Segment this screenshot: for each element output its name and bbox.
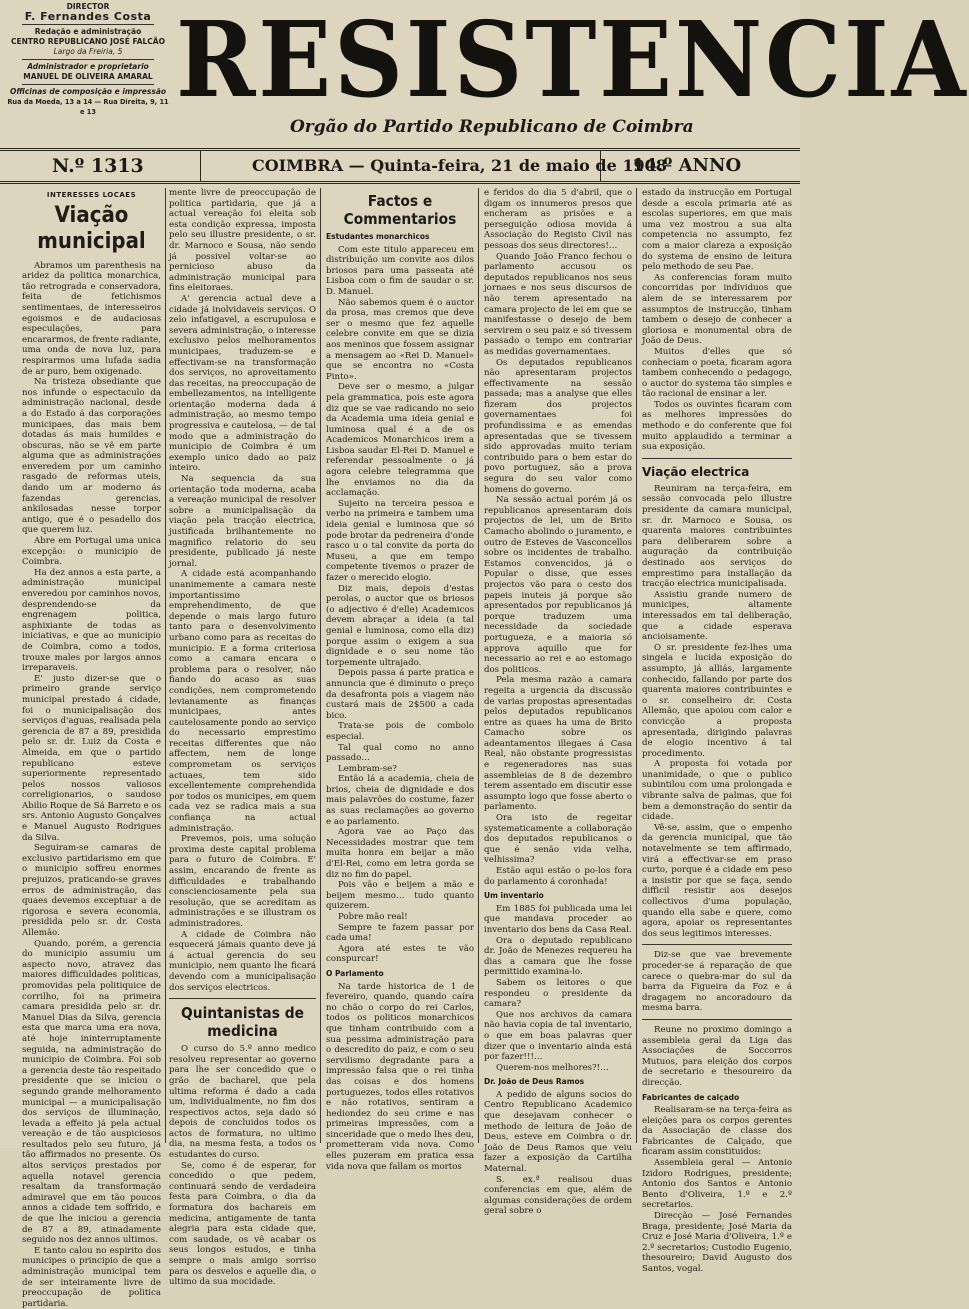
article-paragraph: A proposta foi votada por unanimidade, o que o publico subintilou com uma prolongada e vibrante salva de palmas, que foi bem a demonstração do sentir da cidade. — [642, 759, 792, 823]
article-paragraph: estado da instrucção em Portugal desde a escola primaria até as escolas superiores, em que mais uma vez mostrou a sua alta competencia no assumpto, fez com a maior clareza a exposição do systema de ensino de leitura pelo methodo de seu Pae. — [642, 188, 792, 273]
article-paragraph: Na sessão actual porém já os republicanos apresentaram dois projectos de lei, um de Brito Camacho abolindo o juramento, e outro de Esteves de Vasconcellos sobre os incidentes de trabalho. Estamos convencidos, já o Popular o disse, que esses projectos vão para o cesto dos papeis inuteis já porque são apresentados por republicanos já porque traduzem uma necessidade da sociedade portugueza, e a maioria só approva aquillo que for necessario ao rei e ao estomago dos politicos. — [484, 495, 632, 675]
article-paragraph: Na sequencia da sua orientação toda moderna, acaba a vereação municipal de resolver sobre a municipalisação da viação pela tracção electrica, justificada brilhantemente no magnifico relatorio do seu presidente, publicado já neste jornal. — [169, 474, 316, 569]
director-label: DIRECTOR — [66, 2, 110, 11]
director-name: F. Fernandes Costa — [24, 10, 152, 23]
article-paragraph: Tal qual como no anno passado… — [326, 742, 474, 764]
article-paragraph: Na tristeza obsediante que nos infunde o espectaculo da administração nacional, desde a do Estado á das corporações municipaes, das mais bem dotadas ás mais humildes e obscuras, não se vê em parte alguma que as administrações enveredem por um caminho rasgado de reformas uteis, dando um ar moderno ás fazendas gerencias, ankilosadas nesse torpor antigo, que é o pesadello dos que querem luz. — [22, 377, 161, 536]
article-paragraph: Ora o deputado republicano dr. João de Menezes requereu ha dias a camara que lhe fosse permittido examina-lo. — [484, 935, 632, 978]
article-paragraph: Prevemos, pois, uma solução proxima deste capital problema para o futuro de Coimbra. E' assim, encarando de frente as difficuldades e trabalhando conscienciosamente pela sua resolução, que se acreditam as administrações e se illustram os administradores. — [169, 834, 316, 929]
article-paragraph: As conferencias foram muito concorridas por individuos que alem de se interessarem por assumptos de instrucção, tinham tambem o desejo de conhecer a gloriosa e monumental obra de João de Deus. — [642, 272, 792, 347]
article-paragraph: Em 1885 foi publicada uma lei que mandava proceder ao inventario dos bens da Casa Real. — [484, 903, 632, 935]
section-divider — [642, 1019, 792, 1020]
column-5 — [642, 188, 792, 1274]
article-paragraph: Agora até estes te vão conspurcar! — [326, 943, 474, 965]
article-paragraph: Sempre te fazem passar por cada uma! — [326, 922, 474, 944]
article-paragraph: Não sabemos quem é o auctor da prosa, mas cremos que deve ser o mesmo que fez aquelle celebre convite em que se dizia aos meninos que fossem assignar a mensagem ao «Rei D. Manuel» que se encontra no «Costa Pinto». — [326, 297, 474, 382]
article-paragraph: Então lá a academia, cheia de brios, cheia de dignidade e dos mais palavrões do costume, fazer as suas reclamações ao governo e ao parlamento. — [326, 774, 474, 827]
article-paragraph: mente livre de preoccupação de politica partidaria, que já a actual vereação foi eleita sob esta condição expressa, imposta pelo seu illustre presidente, o sr. dr. Marnoco e Sousa, não sendo já possivel voltar-se ao pernicioso abuso da administração municipal para fins eleitoraes. — [169, 188, 316, 294]
newspaper-subtitle: Orgão do Partido Republicano de Coimbra — [290, 117, 694, 137]
article-headline: Quintanistas de medicina — [181, 1004, 304, 1041]
subheading: Estudantes monarchicos — [326, 232, 430, 241]
article-paragraph: Estão aqui estão o po-los fora do parlamento á coronhada! — [484, 866, 632, 887]
section-divider — [169, 998, 316, 999]
article-paragraph: Direcção — José Fernandes Braga, presidente; José Maria da Cruz e José Maria d'Oliveira, 1.º e 2.º secretarios; Custodio Eugenio, thesoureiro; David Augusto dos Santos, vogal. — [642, 1211, 792, 1274]
article-paragraph: Na tarde historica de 1 de fevereiro, quando, quando caíra no chão o corpo do rei Carlos, todos os politicos monarchicos que tinham contribuido com a sua pessima administração para o descredito do paiz, e com o seu servilismo degradante para a impressão falsa que o rei tinha das coisas e dos homens portuguezes, todos elles rotativos e não rotativos, sentiram a hediondez do seu crime e nas primeiras impressões, com a sinceridade que o medo lhes deu, prometteram vida nova. Como elles puzeram em pratica essa vida nova que fallam os mortos — [326, 981, 474, 1172]
article-paragraph: Trata-se pois de combolo especial. — [326, 721, 474, 742]
column-rule — [636, 188, 637, 1143]
info-divider — [22, 24, 154, 25]
info-divider — [22, 59, 154, 60]
article-paragraph: Quando João Franco fechou o parlamento accusou os deputados republicanos nos seus jornaes e nos seus discursos de não terem apresentado na camara projecto de lei em que se manifestasse o desejo de bem servirem o seu paiz e só tivessem passado o tempo em contrariar as medidas governamentaes. — [484, 251, 632, 357]
masthead-info-block — [4, 2, 172, 117]
article-paragraph: E tanto calou no espirito dos municipes o principio de que a administração municipal tem de ser inteiramente livre de preoccupação de politica partidaria. — [22, 1245, 161, 1309]
article-paragraph: Ora isto de regeitar systematicamente a collaboração dos deputados republicanos o que é senão vida velha, velhissima? — [484, 813, 632, 866]
center-name: CENTRO REPUBLICANO JOSÉ FALCÃO — [11, 37, 165, 46]
article-paragraph: Pois vão e beijem a mão e beijem mesmo… tudo quanto quizerem. — [326, 880, 474, 912]
issue-number: N.º 1313 — [52, 155, 144, 177]
article-paragraph: Lembram-se? — [338, 763, 397, 774]
article-paragraph: Assistiu grande numero de municipes, altamente interessados em tal deliberação, que a cidade esperava ancioisamente. — [642, 589, 792, 643]
article-paragraph: A' gerencia actual deve a cidade já inolvidaveis serviços. O zelo infatigavel, a escrupulosa e severa administração, o interesse exclusivo pelos melhoramentos municipaes, traduzem-se e effectivam-se na transformação dos serviços, no aproveitamento das receitas, na preoccupação de embellezamentos, na intelligente orientação moderna dada á administração, ao mesmo tempo progressiva e cautelosa, — de tal modo que a administração do municipio de Coimbra é um exemplo unico dado ao paiz inteiro. — [169, 293, 316, 474]
subheading: Fabricantes de calçado — [642, 1092, 740, 1102]
article-paragraph: Todos os ouvintes ficaram com as melhores impressões do methodo e do conferente que foi muito applaudido a terminar a sua exposição. — [642, 399, 792, 453]
article-paragraph: Reuniram na terça-feira, em sessão convocada pelo illustre presidente da camara municipal, sr. dr. Marnoco e Sousa, os quarenta maiores contribuintes para deliberarem sobre a auguração da contribuição destinado aos serviços do emprestimo para installação da tracção electrica municipalisada. — [642, 483, 792, 590]
subheading: Dr. João de Deus Ramos — [484, 1077, 585, 1087]
article-paragraph: Que nos archivos da camara não havia copia de tal inventario, o que em boas palavras quer dizer que o inventario ainda está por fazer!!!… — [484, 1009, 632, 1063]
article-paragraph: S. ex.ª realisou duas conferencias em que, além de algumas considerações de ordem geral sobre o — [484, 1174, 632, 1217]
article-paragraph: Ha dez annos a esta parte, a administração municipal enveredou por caminhos novos, desprendendo-se da engrenagem politica, asphixiante de todas as iniciativas, e que ao municipio de Coimbra, como a todos, trouxe males por largos annos irreparaveis. — [22, 567, 161, 674]
article-headline: Viação municipal — [37, 202, 146, 254]
article-paragraph: Agora vae ao Paço das Necessidades mostrar que tem muita honra em beijar a mão d'El-Rei, como em letra gorda se diz no fim do papel. — [326, 827, 474, 880]
column-rule — [320, 188, 321, 1143]
redaction-label: Redação e administração — [34, 27, 142, 36]
print-address: Rua da Moeda, 13 a 14 — Rua Direita, 9, 11 e 13 — [7, 98, 169, 116]
column-4 — [484, 188, 632, 1217]
article-paragraph: A cidade está acompanhando unanimemente a camara neste importantissimo emprehendimento, de que depende o mais largo futuro tanto para o desenvolvimento urbano como para as receitas do municipio. E a forma criteriosa como a camara encara o problema para o resolver, não fiando do acaso as suas condições, nem comprometendo levianamente as finanças municipaes, antes cautelosamente pondo ao serviço do necessario emprestimo receitas differentes que não affectem, nem de longe comprometam os serviços actuaes, tem sido excellentemente comprehendida por todos os municipes, em quem cada vez se radica mais a sua confiança na actual administração. — [169, 569, 316, 834]
article-paragraph: E' justo dizer-se que o primeiro grande serviço municipal prestado á cidade, foi o municipalisação dos serviços d'aguas, realisada pela gerencia de 87 a 89, presidida pelo sr. dr. Luiz da Costa e Almeida, em que o partido republicano esteve superiormente representado pelos nossos valiosos correligionarios, o saudoso Abilio Roque de Sá Barreto e os srs. Antonio Augusto Gonçalves e Manuel Augusto Rodrigues da Silva. — [22, 673, 161, 843]
section-divider — [642, 944, 792, 945]
section-label: INTERESSES LOCAES — [46, 191, 137, 199]
dateline-separator — [200, 151, 201, 181]
article-paragraph: Quando, porém, a gerencia do municipio assumiu um aspecto novo, atravez das maiores difficuldades politicas, promovidas pela politiquice de corrilho, foi na primeira camara presidida pelo sr. dr. Manuel Dias da Silva, gerencia esta que marca uma era nova, até hoje ininterruptamente seguida, na administração do municipio de Coimbra. Foi sob a gerencia deste tão respeitado presidente que se iniciou o segundo grande melhoramento municipal — a municipalisação dos serviços de illuminação, levada a effeito já pela actual vereação e de tão auspiciosos resultados pelo seu futuro, já tão affirmados no presente. Os altos serviços prestados por aquella notavel gerencia resaltam da transformação admiravel que em tão poucos annos a cidade tem soffrido, e de que lhe iniciou a gerencia de 87 a 89, atinadamente seguido nos dez annos ultimos. — [22, 938, 161, 1246]
article-paragraph: Sujeito na terceira pessoa e verbo na primeira e tambem uma ideia genial e luminosa que só pode brotar da pedreneira d'onde rasco u o tal convite da porta do Museu, a que em tempo competente tivemos o prazer de fazer o merecido elogio. — [326, 498, 474, 583]
issue-date: COIMBRA — Quinta-feira, 21 de maio de 1908 — [252, 156, 667, 175]
admin-name: MANUEL DE OLIVEIRA AMARAL — [23, 72, 153, 81]
article-paragraph: Pobre mão real! — [338, 912, 408, 922]
article-paragraph: Seguiram-se camaras de exclusivo partidarismo em que o municipio soffreu enormes prejuizos, praticando-se graves erros de administração, das quaes devemos exceptuar a de rigorosa e severa economia, presidida pelo sr. dr. Costa Allemão. — [22, 843, 161, 938]
article-paragraph: Abramos um parenthesis na aridez da politica monarchica, tão retrograda e conservadora, feita de fetichismos sentimentaes, de interesseiros egoismos e de audaciosas especulações, para encararmos, de frente radiante, uma onda de nova luz, para respirarmos uma lufada sadia de ar puro, bem oxigenado. — [22, 260, 162, 377]
article-paragraph: Assembleia geral — Antonio Izidoro Rodrigues, presidente; Antonio dos Santos e Antonio Bento d'Oliveira, 1.º e 2.º secretarios. — [642, 1158, 792, 1211]
column-3 — [326, 188, 474, 1172]
column-rule — [165, 188, 166, 1143]
article-paragraph: O sr. presidente fez-lhes uma singela e lucida exposição do assumpto, já alliás, largamente conhecido, fallando por parte dos quarenta maiores contribuintes e o sr. conselheiro dr. Costa Allemão, que apoiou com calor e convicção a proposta apresentada, dirigindo palavras de elogio incentivo á tal procedimento. — [642, 642, 792, 759]
article-paragraph: Com este titulo appareceu em distribuição um convite aos dilos briosos para uma passeata até Lisboa com o fim de saudar o sr. D. Manuel. — [326, 244, 474, 297]
article-paragraph: Querem-nos melhores?!… — [496, 1062, 609, 1073]
article-paragraph: e feridos do dia 5 d'abril, que o digam os innumeros presos que encheram as prisões e a perseguição odiosa movida á Associação do Registo Civil nas pessoas dos seus directores!… — [484, 188, 632, 251]
article-paragraph: Os deputados republicanos não apresentaram projectos effectivamente na sessão passada; mas a analyse que elles fizeram dos projectos governamentaes foi profundissima e as emendas apresentadas que se tivessem sido approvadas muito teriam contribuido para o bem estar do povo portuguez, são a prova segura do seu valor como homens do governo. — [484, 357, 632, 495]
article-paragraph: Pela mesma razão a camara regeita a urgencia da discussão de varias propostas apresentadas pelos deputados republicanos entre as quaes ha uma de Brito Camacho sobre os adeantamentos illegaes á Casa Real, não obstante progressistas e regeneradores nas suas assembleias de 8 de dezembro terem assentado em discutir esse assumpto logo que fosse aberto o parlamento. — [484, 675, 632, 813]
print-label: Officinas de composição e impressão — [9, 87, 167, 96]
article-paragraph: A pedido de alguns socios do Centro Republicano Academico que desejavam conhecer o methodo de leitura de João de Deus, esteve em Coimbra o dr. João de Deus Ramos que veiu fazer a exposição da Cartilha Maternal. — [484, 1089, 632, 1175]
article-paragraph: Depois passa á parte pratica e annuncia que é diminuto o preço da desafronta pois a viagem não custará mais de 2$500 a cada bico. — [326, 668, 474, 721]
column-rule — [478, 188, 479, 1143]
admin-label: Administrador e proprietario — [27, 62, 149, 71]
article-paragraph: Se, como é de esperar, for concedido o que pedem, continuará sendo de verdadeira festa para Coimbra, o dia da formatura dos bachareis em medicina, antigamente de tanta alegria para esta cidade que, com saudade, os vê acabar os seus longos estudos, e tinha sempre o mais amigo sorriso para os desvelos e aquelle dia, o ultimo da sua mocidade. — [169, 1160, 316, 1288]
masthead — [0, 0, 969, 150]
subheading: O Parlamento — [326, 968, 384, 978]
article-paragraph: O curso do 5.º anno medico resolveu representar ao governo para lhe ser concedido que o grão de bacharel, que pela ultima reforma é dado a cada um, individualmente, no fim dos respectivos actos, seja dado só depois de concluidos todos os actos de formatura, no ultimo dia, na mesma festa, a todos os estudantes do curso. — [169, 1044, 316, 1161]
dateline-separator — [600, 151, 601, 181]
article-paragraph: Abre em Portugal uma unica excepção: o municipio de Coimbra. — [22, 536, 161, 568]
article-paragraph: Diz mais, depois d'estas perolas, o auctor que os briosos (o adjectivo é d'elle) Academicos devem abraçar a ideia (a tal genial e luminosa, como ella diz) porque assim o exigem a sua dignidade e o seu nome tão torpemente ultrajado. — [326, 583, 474, 668]
issue-year: 14.º ANNO — [632, 155, 742, 176]
article-paragraph: Vê-se, assim, que o empenho da gerencia municipal, que tão notavelmente se tem affirmado, virá a effectivar-se em praso curto, porque é a cidade em peso a insistir por que se faça, sendo difficil resistir aos desejos collectivos d'uma população, quando ella sabe e quere, como agora, apoiar os representantes dos seus legitimos interesses. — [642, 822, 792, 939]
article-paragraph: A cidade de Coimbra não esquecerá jámais quanto deve já á actual gerencia do seu municipio, nem quanto lhe ficará devendo com a municipalisação dos serviços electricos. — [169, 929, 316, 993]
section-divider — [642, 458, 792, 459]
article-headline: Viação electrica — [642, 464, 750, 479]
column-1 — [22, 188, 162, 1309]
article-paragraph: Realisaram-se na terça-feira as eleições para os corpos gerentes da Associação de classe dos Fabricantes de Calçado, que ficaram assim constituidos: — [642, 1105, 792, 1158]
article-paragraph: Sabem os leitores o que respondeu o presidente da camara? — [484, 977, 632, 1010]
subheading: Um inventario — [484, 891, 544, 901]
notice-paragraph: Reune no proximo domingo a assembleia geral da Liga das Associações de Soccorros Mutuos, para eleição dos corpos de secretario e thesoureiro da direcção. — [642, 1024, 792, 1088]
article-paragraph: Muitos d'elles que só conheciam o poeta, ficaram agora tambem conhecendo o pedagogo, o auctor do systema tão simples e tão racional de ensinar a ler. — [642, 346, 792, 400]
article-paragraph: Deve ser o mesmo, a julgar pela grammatica, pois este agora diz que se vae radicando no seio da Academia uma ideia genial e luminosa qual é a de os Academicos Monarchicos irem a Lisboa saudar El-Rei D. Manuel e referendar pessoalmente o já agora celebre telegramma que lhe enviamos no dia da acclamação. — [326, 382, 474, 499]
info-divider — [22, 84, 154, 85]
notice-paragraph: Diz-se que vae brevemente proceder-se á reparação de que carece o quebra-mar do sul da barra da Figueira da Foz e á dragagem no ancoradouro da mesma barra. — [642, 950, 792, 1014]
article-headline: Factos e Commentarios — [343, 192, 457, 228]
column-2 — [169, 188, 316, 1288]
address: Largo da Freiria, 5 — [53, 47, 123, 56]
dateline-bar — [0, 148, 800, 184]
newspaper-title: RESISTENCIA — [176, 0, 969, 121]
